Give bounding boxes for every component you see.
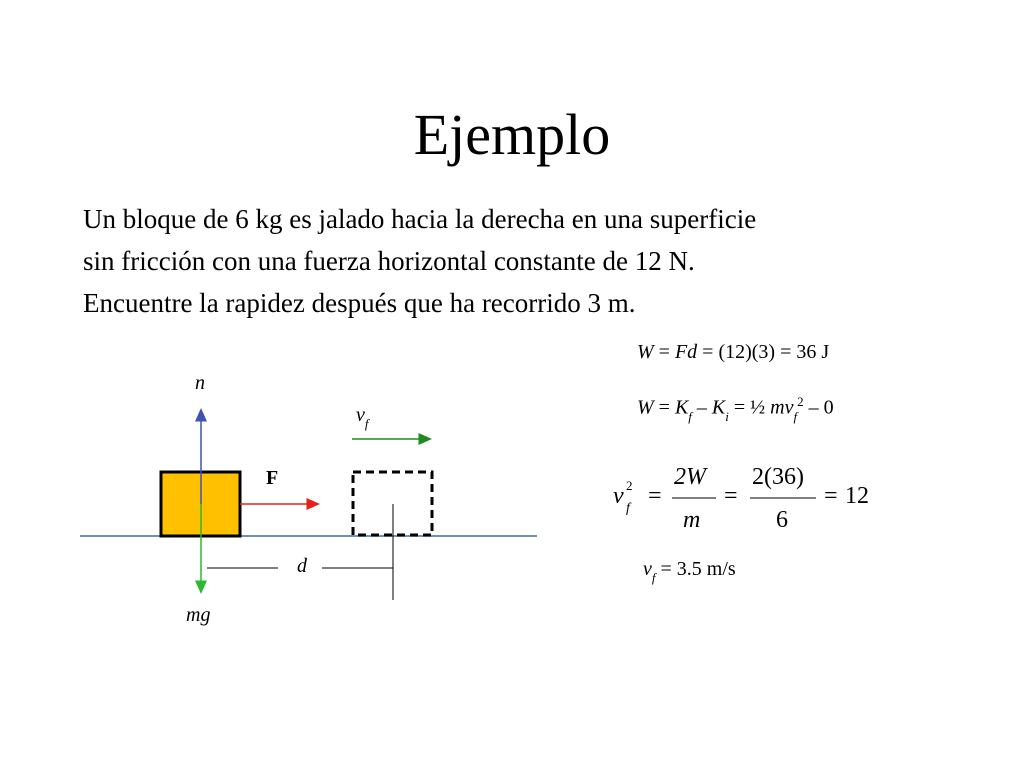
slide-title: Ejemplo — [413, 102, 611, 167]
fraction-1-numerator: 2W — [674, 464, 706, 490]
normal-force-label: n — [195, 372, 205, 394]
equation-result: 12 — [845, 483, 869, 509]
problem-line-2: sin fricción con una fuerza horizontal constante de 12 N. — [83, 246, 695, 276]
weight-label: mg — [186, 604, 211, 626]
force-label: F — [266, 467, 279, 489]
equation-final-velocity: $v_f = 3.5$ m/s — [643, 558, 736, 585]
equation-work-energy: $W = K_f - K_i$ = ½ $mv_f^2 - 0$ — [637, 394, 834, 424]
fraction-2-numerator: 2(36) — [752, 464, 804, 490]
problem-line-3: Encuentre la rapidez después que ha recorrido 3 m. — [83, 288, 636, 318]
fraction-2-denominator: 6 — [776, 507, 788, 533]
problem-line-1: Un bloque de 6 kg es jalado hacia la derecha en una superficie — [83, 204, 757, 234]
equation-work-force: W = Fd = (12)(3) = 36 J — [637, 341, 830, 363]
fraction-1-denominator: m — [683, 507, 701, 533]
velocity-label: $v_f$ — [356, 404, 369, 431]
distance-label: d — [297, 555, 307, 577]
